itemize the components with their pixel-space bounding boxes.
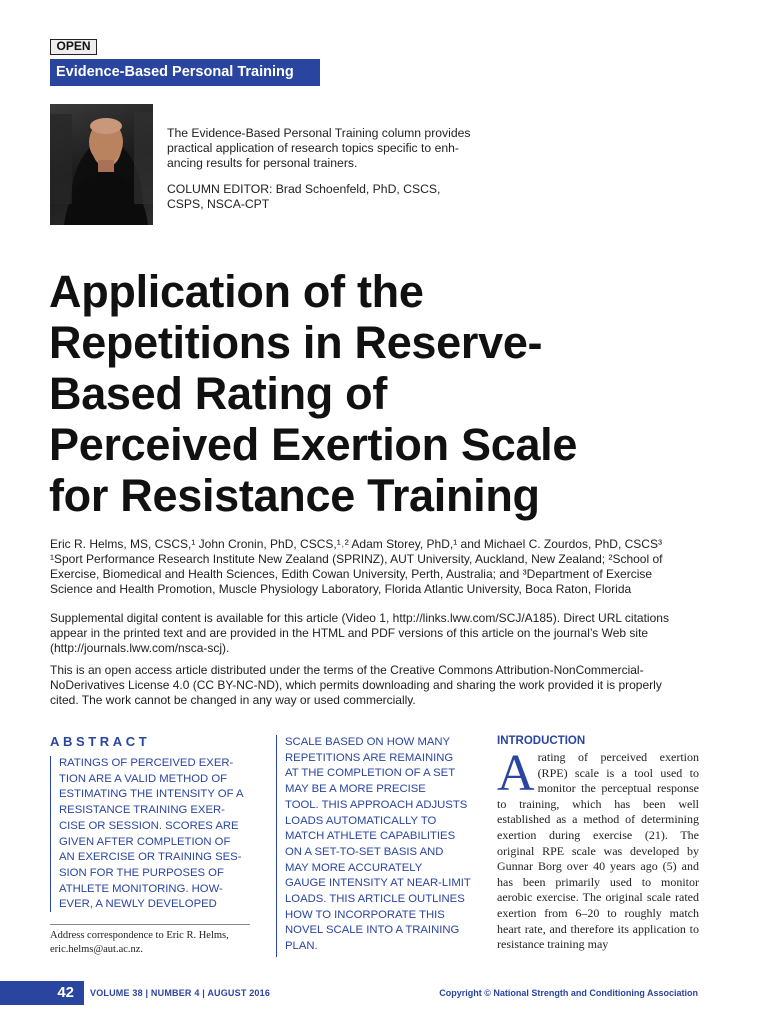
abstract-line: MATCH ATHLETE CAPABILITIES [285, 830, 456, 843]
abstract-line: REPETITIONS ARE REMAINING [285, 751, 454, 764]
title-line: Application of the [49, 266, 424, 317]
abstract-column-1 [50, 756, 260, 912]
abstract-line: EVER, A NEWLY DEVELOPED [59, 898, 217, 911]
issue-info: VOLUME 38 | NUMBER 4 | AUGUST 2016 [90, 988, 271, 998]
title-line: Perceived Exertion Scale [49, 419, 578, 470]
column-description [167, 126, 487, 171]
copyright-notice: Copyright © National Strength and Conditioning Association [439, 988, 698, 998]
abstract-line: PLAN. [285, 940, 318, 953]
page-number: 42 [0, 981, 84, 1005]
license-line: This is an open access article distributed under the terms of the Creative Commons Attribution-NonCommercial- [50, 663, 644, 677]
abstract-line: TION ARE A VALID METHOD OF [59, 772, 228, 785]
editor-portrait-icon [50, 104, 153, 225]
column-description-line: ancing results for personal trainers. [167, 156, 358, 170]
abstract-line: MAY MORE ACCURATELY [285, 861, 423, 874]
affiliation-line: Exercise, Biomedical and Health Sciences, Edith Cowan University, Perth, Australia; and ³Department of Exercise [50, 567, 653, 581]
column-editor [167, 182, 487, 212]
abstract-line: ESTIMATING THE INTENSITY OF A [59, 788, 244, 801]
correspondence-line: eric.helms@aut.ac.nz. [50, 943, 144, 955]
abstract-line: AT THE COMPLETION OF A SET [285, 767, 456, 780]
correspondence-divider [50, 924, 250, 925]
abstract-line: LOADS AUTOMATICALLY TO [285, 814, 437, 827]
title-line: Repetitions in Reserve- [49, 317, 543, 368]
supplemental-line: Supplemental digital content is available for this article (Video 1, http://links.lww.com/SCJ/A185). Direct URL citations [50, 611, 669, 625]
introduction-body [497, 745, 699, 953]
abstract-line: AN EXERCISE OR TRAINING SES- [59, 851, 242, 864]
abstract-line: SCALE BASED ON HOW MANY [285, 736, 451, 748]
introduction-heading: INTRODUCTION [497, 735, 586, 747]
column-description-line: The Evidence-Based Personal Training column provides [167, 126, 471, 140]
column-editor-photo [50, 104, 153, 225]
abstract-line: MAY BE A MORE PRECISE [285, 783, 426, 796]
license-line: cited. The work cannot be changed in any way or used commercially. [50, 693, 416, 707]
license-line: NoDerivatives License 4.0 (CC BY-NC-ND), which permits downloading and sharing the work provided it is properly [50, 678, 662, 692]
correspondence-note [50, 929, 265, 956]
affiliation-line: ¹Sport Performance Research Institute New Zealand (SPRINZ), AUT University, Auckland, New Zealand; ²School of [50, 552, 663, 566]
column-editor-line: CSPS, NSCA-CPT [167, 197, 270, 211]
license-note [50, 663, 720, 708]
abstract-heading: ABSTRACT [50, 734, 151, 749]
abstract-line: GIVEN AFTER COMPLETION OF [59, 835, 231, 848]
introduction-text: rating of perceived exertion (RPE) scale is a tool used to monitor the perceptual response to training, which has been well established as a method of determining exertion during exercise (21). The original RPE scale was developed by Gunnar Borg over 40 years ago (5) and has been primarily used to monitor aerobic exercise. The original scale rated exertion from 6–20 to roughly match heart rate, and therefore its application to resistance training may [497, 750, 699, 952]
supplemental-line: (http://journals.lww.com/nsca-scj). [50, 641, 230, 655]
article-title [49, 266, 729, 521]
column-description-line: practical application of research topics specific to enh- [167, 141, 459, 155]
abstract-line: ATHLETE MONITORING. HOW- [59, 882, 223, 895]
affiliations [50, 552, 720, 597]
title-line: Based Rating of [49, 368, 388, 419]
abstract-line: ON A SET-TO-SET BASIS AND [285, 845, 444, 858]
abstract-line: RATINGS OF PERCEIVED EXER- [59, 757, 234, 769]
abstract-line: SION FOR THE PURPOSES OF [59, 866, 224, 879]
supplemental-content-note [50, 611, 720, 656]
abstract-line: RESISTANCE TRAINING EXER- [59, 804, 225, 817]
author-list: Eric R. Helms, MS, CSCS,¹ John Cronin, PhD, CSCS,¹˒² Adam Storey, PhD,¹ and Michael C. Zourdos, PhD, CSCS³ [50, 537, 662, 551]
affiliation-line: Science and Health Promotion, Muscle Physiology Laboratory, Florida Atlantic University, Boca Raton, Florida [50, 582, 632, 596]
drop-cap: A [497, 745, 535, 802]
abstract-line: CISE OR SESSION. SCORES ARE [59, 819, 239, 832]
abstract-line: TOOL. THIS APPROACH ADJUSTS [285, 798, 468, 811]
abstract-line: HOW TO INCORPORATE THIS [285, 908, 445, 921]
open-access-badge: OPEN [50, 39, 97, 55]
abstract-line: LOADS. THIS ARTICLE OUTLINES [285, 893, 465, 906]
column-editor-line: COLUMN EDITOR: Brad Schoenfeld, PhD, CSCS, [167, 182, 441, 196]
abstract-line: NOVEL SCALE INTO A TRAINING [285, 924, 460, 937]
column-banner: Evidence-Based Personal Training [50, 59, 320, 86]
abstract-line: GAUGE INTENSITY AT NEAR-LIMIT [285, 877, 471, 890]
correspondence-line: Address correspondence to Eric R. Helms, [50, 930, 229, 941]
abstract-column-2 [276, 735, 486, 957]
supplemental-line: appear in the printed text and are provided in the HTML and PDF versions of this article on the journal’s Web site [50, 626, 649, 640]
title-line: for Resistance Training [49, 470, 540, 521]
